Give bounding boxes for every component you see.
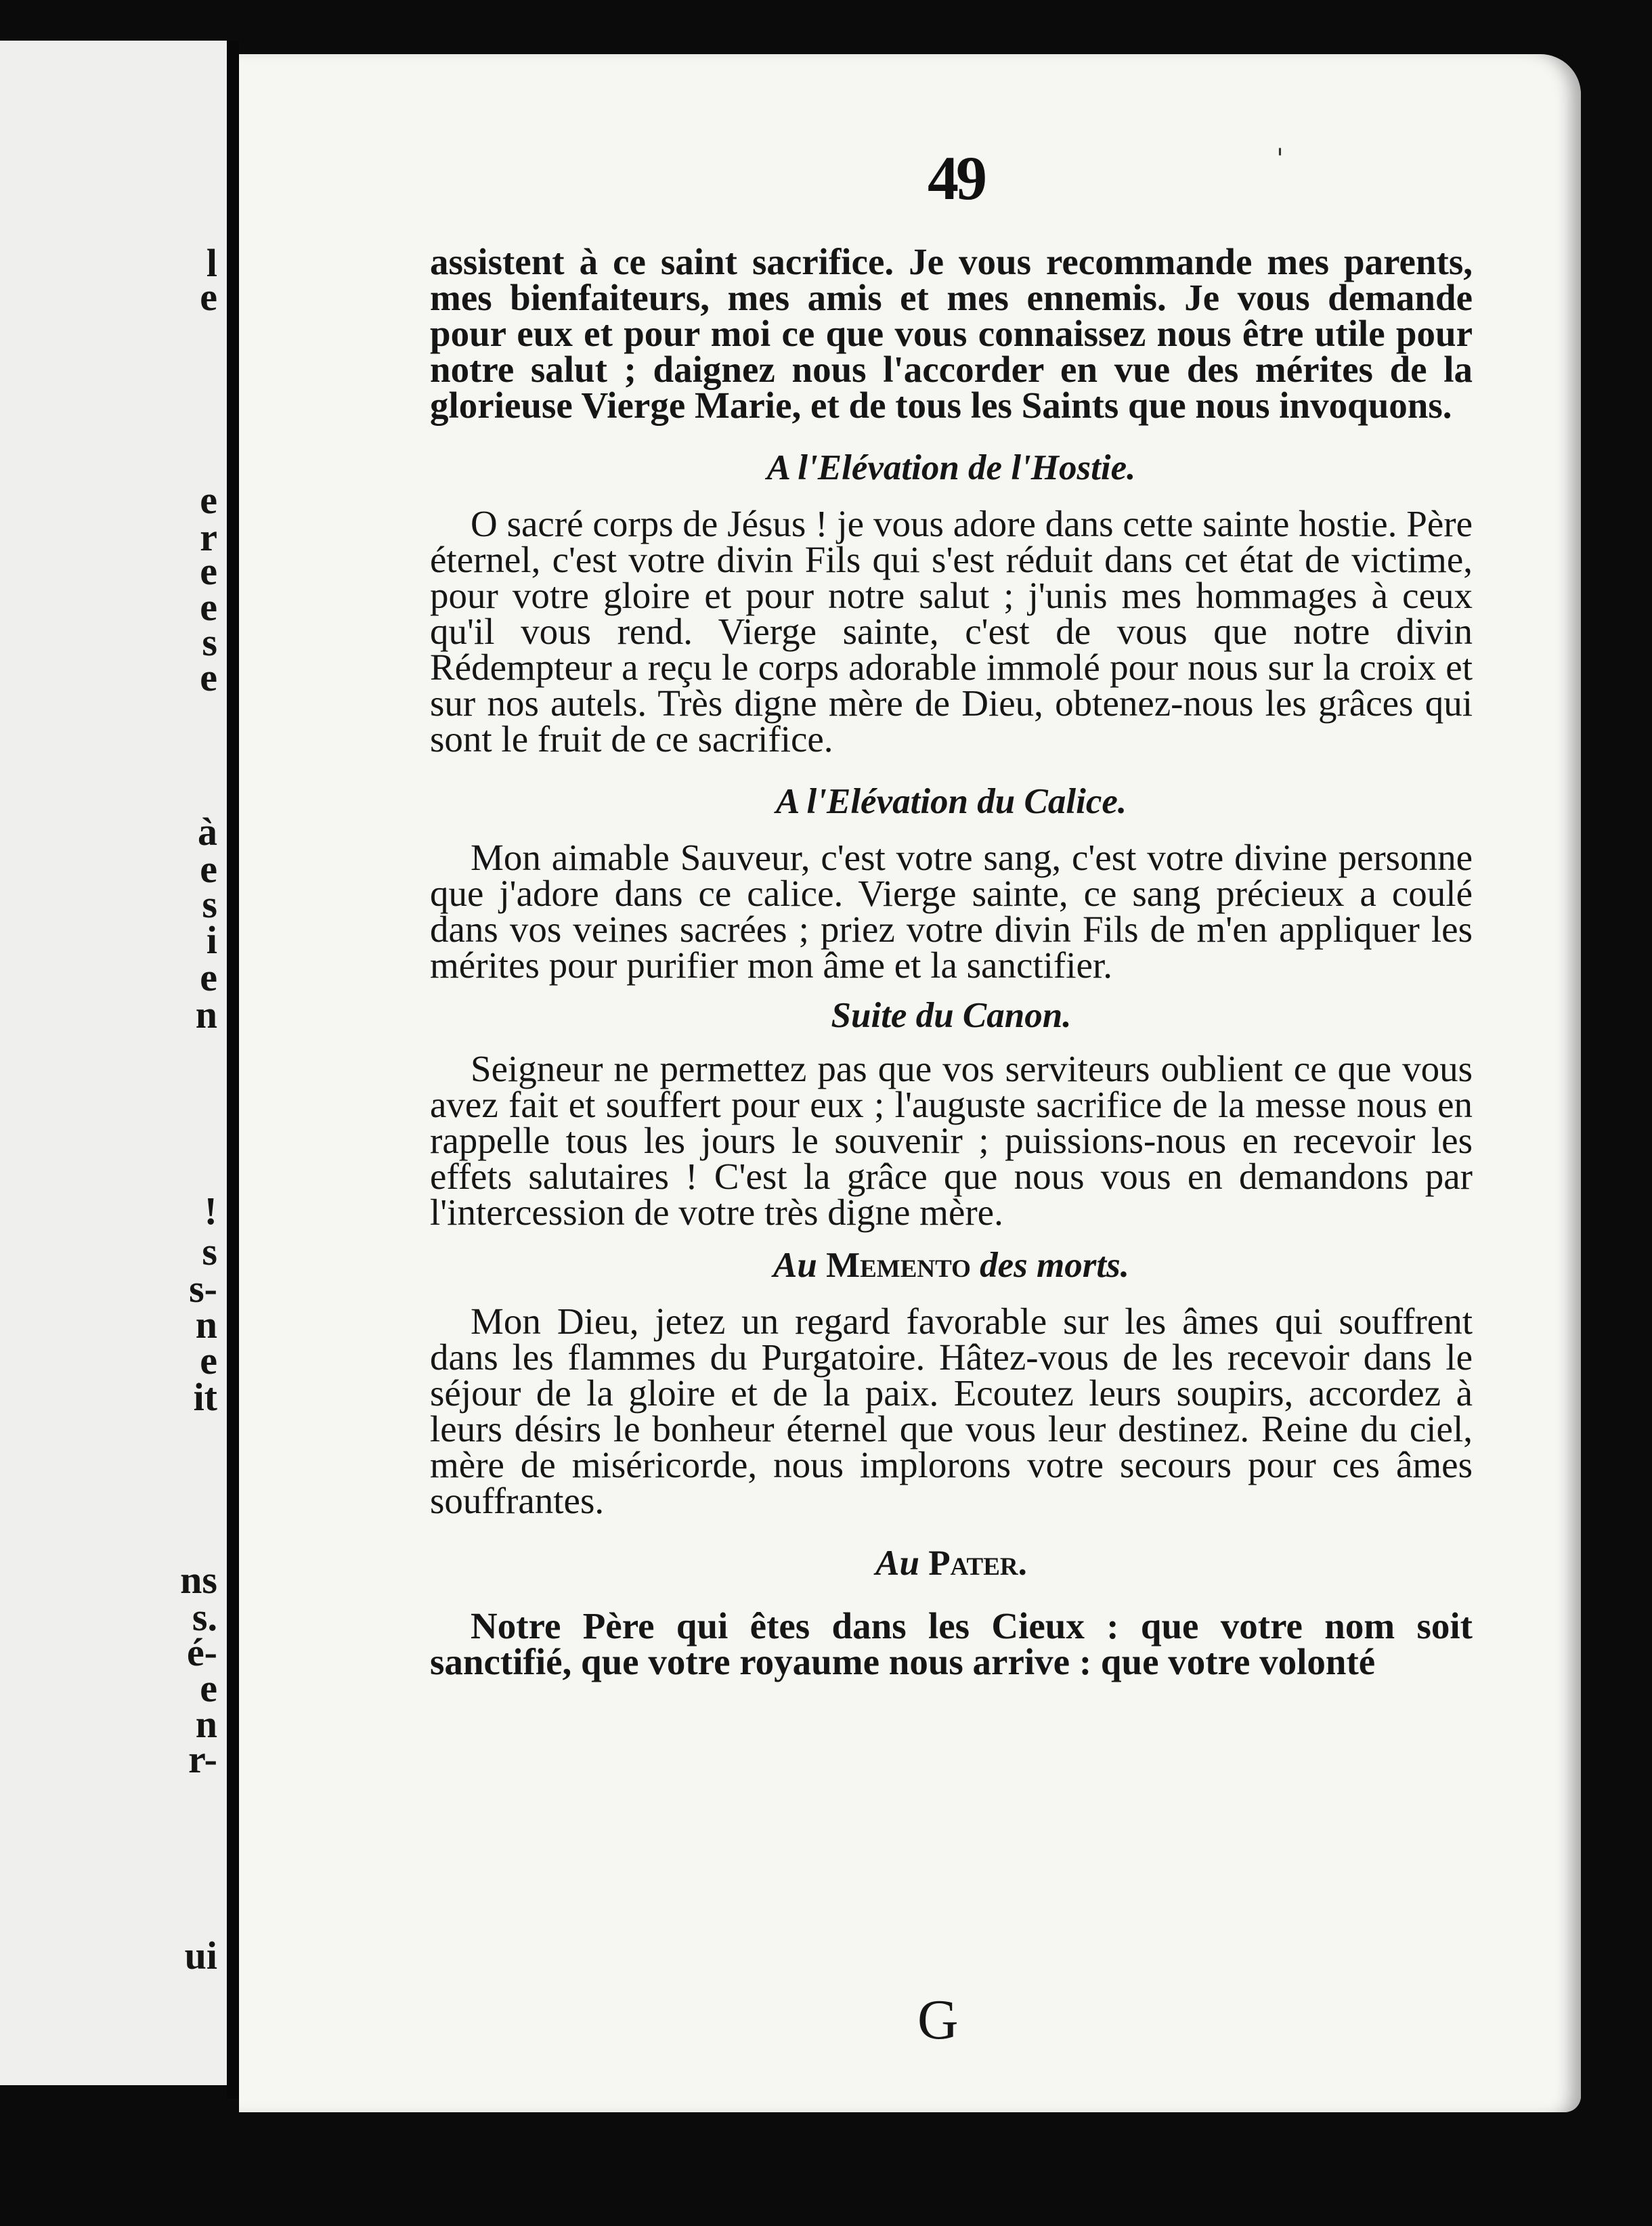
paragraph: Notre Père qui êtes dans les Cieux : que votre nom soit sanctifié, que votre royaume nous arrive : que votre volonté: [430, 1605, 1473, 1682]
margin-fragment: n: [195, 1702, 217, 1746]
page-number: 49: [928, 144, 984, 213]
section-heading: [430, 1543, 1473, 1584]
margin-fragment: !: [204, 1189, 217, 1233]
margin-fragment: e: [200, 275, 217, 319]
margin-fragment: e: [200, 847, 217, 891]
margin-fragment: i: [206, 918, 217, 962]
paragraph: assistent à ce saint sacrifice. Je vous recommande mes parents, mes bienfaiteurs, mes amis et mes ennemis. Je vous demande pour eux et pour moi ce que vous connaissez nous être utile pour notre salut ; daignez nous l'accorder en vue des mérites de la glorieuse Vierge Marie, et de tous les Saints que nous invoquons.: [430, 241, 1473, 426]
heading-small-caps: Memento: [826, 1246, 971, 1285]
margin-fragment: s: [202, 882, 217, 926]
page-mark: ': [1276, 144, 1284, 175]
margin-fragment: e: [200, 1666, 217, 1710]
book-spine: [227, 41, 239, 2099]
paragraph: O sacré corps de Jésus ! je vous adore dans cette sainte hostie. Père éternel, c'est votre divin Fils qui s'est réduit dans cet état de victime, pour votre gloire et pour notre salut ; j'unis mes hommages à ceux qu'il vous rend. Vierge sainte, c'est de vous que notre divin Rédempteur a reçu le corps adorable immolé pour nous sur la croix et sur nos autels. Très digne mère de Dieu, obtenez-nous les grâces qui sont le fruit de ce sacrifice.: [430, 503, 1473, 760]
margin-fragment: e: [200, 655, 217, 699]
margin-fragment: ui: [184, 1934, 217, 1978]
signature-mark: G: [917, 1988, 959, 2051]
heading-prefix: Au: [773, 1246, 817, 1285]
margin-fragment: s-: [189, 1267, 217, 1311]
margin-fragment: à: [198, 810, 217, 854]
margin-fragment: r: [200, 515, 217, 559]
left-page-edge: [0, 41, 227, 2085]
margin-fragment: e: [200, 549, 217, 593]
heading-prefix: Au: [875, 1544, 919, 1583]
margin-fragment: s.: [192, 1595, 217, 1639]
margin-fragment: n: [195, 1303, 217, 1347]
margin-fragment: n: [195, 992, 217, 1036]
section-heading: [430, 1245, 1473, 1286]
margin-fragment: s: [202, 1229, 217, 1273]
margin-fragment: e: [200, 478, 217, 522]
section-heading: A l'Elévation de l'Hostie.: [766, 448, 1136, 487]
margin-fragment: ns: [180, 1558, 217, 1602]
margin-fragment: s: [202, 620, 217, 664]
margin-fragment: é-: [186, 1630, 217, 1674]
paragraph: Mon Dieu, jetez un regard favorable sur les âmes qui souffrent dans les flammes du Purgatoire. Hâtez-vous de les recevoir dans le séjour de la gloire et de la paix. Ecoutez leurs soupirs, accordez à leurs désirs le bonheur éternel que vous leur destinez. Reine du ciel, mère de miséricorde, nous implorons votre secours pour ces âmes souffrantes.: [430, 1301, 1473, 1521]
paragraph: Mon aimable Sauveur, c'est votre sang, c'est votre divine personne que j'adore dans ce calice. Vierge sainte, ce sang précieux a coulé dans vos veines sacrées ; priez votre divin Fils de m'en appliquer les mérites pour purifier mon âme et la sanctifier.: [430, 837, 1473, 986]
margin-fragment: it: [193, 1375, 217, 1419]
margin-fragment: r-: [188, 1737, 217, 1781]
page-text: [430, 241, 1473, 1682]
margin-fragment: e: [200, 1338, 217, 1382]
heading-small-caps: Pater.: [928, 1544, 1027, 1583]
margin-fragment: e: [200, 955, 217, 999]
margin-fragment: e: [200, 585, 217, 629]
section-heading: Suite du Canon.: [831, 996, 1072, 1035]
margin-fragment: l: [206, 241, 217, 285]
section-heading: A l'Elévation du Calice.: [775, 782, 1127, 821]
heading-suffix: des morts.: [980, 1246, 1129, 1285]
paragraph: Seigneur ne permettez pas que vos serviteurs oublient ce que vous avez fait et souffert pour eux ; l'auguste sacrifice de la messe nous en rappelle tous les jours le souvenir ; puissions-nous en recevoir les effets salutaires ! C'est la grâce que nous vous en demandons par l'intercession de votre très digne mère.: [430, 1048, 1473, 1233]
